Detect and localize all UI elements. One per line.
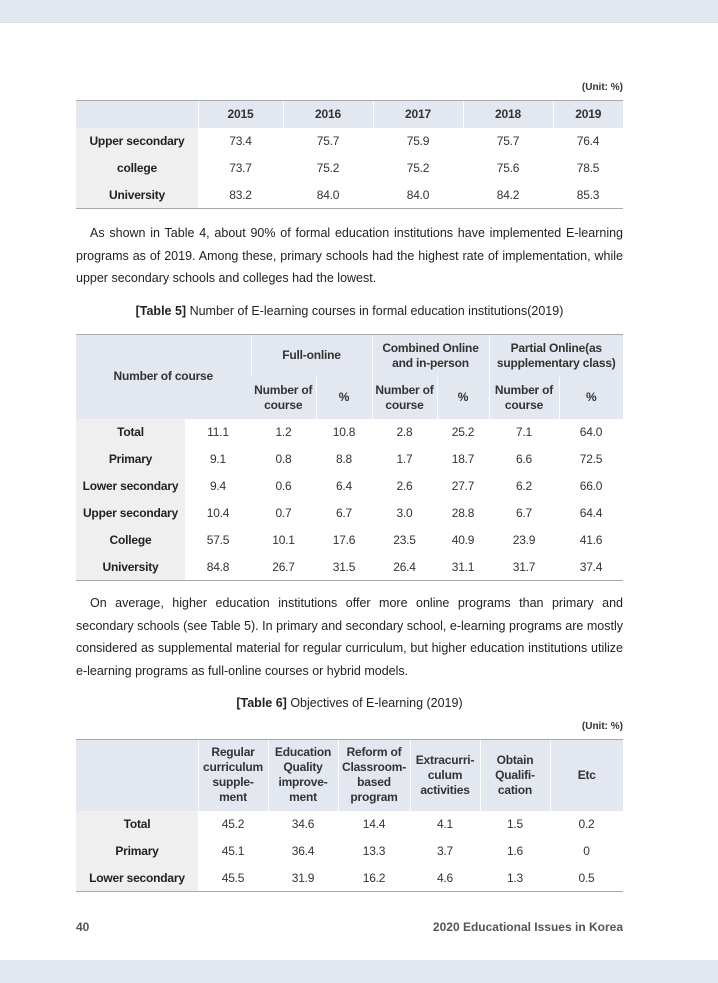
cell: 0.8 [275,452,292,466]
table5 [76,334,623,581]
cell: 84.0 [283,182,373,209]
table4-col-header: 2015 [198,101,283,128]
cell: 3.0 [396,506,413,520]
row-label: Total [76,811,198,838]
cell: 75.7 [496,134,520,148]
cell: 1.5 [506,817,524,831]
cell: 6.6 [515,452,533,466]
row-label: Lower secondary [76,473,185,500]
cell: 4.6 [410,865,480,892]
table5-sub-header: Number of course [372,377,437,419]
cell: 64.4 [579,506,603,520]
table5-caption [76,304,623,318]
cell: 0.6 [275,479,292,493]
table5-row-label-header: Number of course [76,335,251,419]
paragraph-text: On average, higher education institutions offer more online programs than primary and secondary schools (see Table 5). In primary and secondary school, e-learning programs are mostly considered as supplemental material for regular curriculum, but higher education institutions utilize e-learning programs as full-online courses or hybrid models. [76,596,623,678]
table-row [76,865,623,892]
table-row [76,155,623,182]
table4-col-header: 2017 [373,101,463,128]
cell: 3.7 [436,844,454,858]
cell: 78.5 [576,161,600,175]
cell: 40.9 [451,533,475,547]
cell: 14.4 [362,817,386,831]
row-label: College [76,527,185,554]
table-row [76,182,623,209]
cell: 84.8 [185,554,251,581]
table4-corner [76,101,198,128]
cell: 0 [583,844,590,858]
cell: 10.1 [272,533,295,547]
cell: 9.1 [209,452,227,466]
table5-sub-header: Number of course [489,377,559,419]
top-band [0,0,718,23]
cell: 18.7 [451,452,475,466]
table-row [76,446,623,473]
table-row [76,554,623,581]
cell: 45.5 [198,865,268,892]
cell: 28.8 [451,506,475,520]
cell: 7.1 [515,425,533,439]
table4-col-header: 2019 [553,101,623,128]
paragraph-table5-summary [76,592,623,682]
bottom-band [0,960,718,983]
cell: 72.5 [579,452,603,466]
row-label: Primary [76,446,185,473]
cell: 16.2 [338,865,410,892]
table5-group-header: Combined Online and in-person [372,335,489,377]
cell: 2.8 [396,425,413,439]
cell: 75.6 [496,161,520,175]
cell: 57.5 [206,533,230,547]
paragraph-table4-summary [76,222,623,290]
table6-col-header: Extracurri-culum activities [410,740,480,811]
cell: 37.4 [559,554,623,581]
cell: 1.7 [396,452,413,466]
cell: 73.4 [229,134,252,148]
cell: 13.3 [362,844,386,858]
cell: 66.0 [579,479,603,493]
table5-sub-header: % [316,377,372,419]
cell: 6.2 [515,479,533,493]
cell: 75.7 [316,134,340,148]
cell: 11.1 [207,425,229,439]
cell: 2.6 [396,479,413,493]
cell: 31.7 [489,554,559,581]
cell: 75.2 [316,161,340,175]
cell: 1.3 [480,865,550,892]
table4 [76,100,623,209]
table6-caption-text: Objectives of E-learning (2019) [286,696,463,710]
cell: 6.4 [335,479,353,493]
table5-caption-tag: [Table 5] [135,304,187,318]
table6-caption [76,696,623,710]
cell: 34.6 [291,817,315,831]
row-label: Lower secondary [76,865,198,892]
cell: 25.2 [451,425,475,439]
cell: 45.2 [221,817,245,831]
row-label: Total [76,419,185,446]
row-label: college [76,155,198,182]
cell: 75.9 [406,134,430,148]
cell: 31.9 [268,865,338,892]
cell: 83.2 [198,182,283,209]
cell: 26.4 [372,554,437,581]
cell: 31.1 [437,554,489,581]
row-label: Upper secondary [76,500,185,527]
cell: 10.8 [332,425,356,439]
cell: 64.0 [579,425,603,439]
cell: 41.6 [579,533,603,547]
row-label: University [76,182,198,209]
row-label: University [76,554,185,581]
cell: 26.7 [251,554,316,581]
table6-col-header: Education Quality improve-ment [268,740,338,811]
table6-unit: (Unit: %) [581,721,623,732]
cell: 84.2 [463,182,553,209]
table-row [76,811,623,838]
cell: 0.5 [550,865,623,892]
cell: 17.6 [332,533,356,547]
cell: 45.1 [221,844,245,858]
table5-caption-text: Number of E-learning courses in formal education institutions(2019) [186,304,564,318]
cell: 27.7 [451,479,475,493]
table5-group-header: Full-online [251,335,372,377]
cell: 23.5 [393,533,416,547]
table5-sub-header: Number of course [251,377,316,419]
table6-corner [76,740,198,811]
table6 [76,739,623,892]
paragraph-text: As shown in Table 4, about 90% of formal education institutions have implemented E-learning programs as of 2019. Among these, primary schools had the highest rate of implementation, while upper secondary schools and colleges had the lowest. [76,226,623,285]
table-row [76,419,623,446]
cell: 8.8 [335,452,353,466]
cell: 9.4 [209,479,227,493]
cell: 75.2 [406,161,430,175]
cell: 6.7 [515,506,533,520]
cell: 76.4 [576,134,600,148]
cell: 31.5 [316,554,372,581]
cell: 0.7 [275,506,292,520]
cell: 0.2 [578,817,595,831]
cell: 36.4 [291,844,315,858]
cell: 4.1 [436,817,454,831]
table4-unit: (Unit: %) [581,82,623,93]
table-row [76,838,623,865]
table5-sub-header: % [559,377,623,419]
cell: 1.2 [275,425,292,439]
table4-col-header: 2016 [283,101,373,128]
table6-col-header: Etc [550,740,623,811]
table6-col-header: Regular curriculum supple-ment [198,740,268,811]
cell: 84.0 [373,182,463,209]
cell: 73.7 [229,161,252,175]
cell: 10.4 [206,506,230,520]
table-row [76,500,623,527]
table-row [76,473,623,500]
cell: 1.6 [506,844,524,858]
page-number: 40 [76,920,90,934]
row-label: Upper secondary [76,128,198,155]
row-label: Primary [76,838,198,865]
table5-group-header: Partial Online(as supplementary class) [489,335,623,377]
cell: 23.9 [512,533,536,547]
table6-col-header: Reform of Classroom-based program [338,740,410,811]
table4-col-header: 2018 [463,101,553,128]
publication-title: 2020 Educational Issues in Korea [432,920,623,934]
cell: 6.7 [335,506,353,520]
cell: 85.3 [553,182,623,209]
table-row [76,527,623,554]
table6-col-header: Obtain Qualifi-cation [480,740,550,811]
table5-sub-header: % [437,377,489,419]
table6-caption-tag: [Table 6] [236,696,287,710]
table-row [76,128,623,155]
